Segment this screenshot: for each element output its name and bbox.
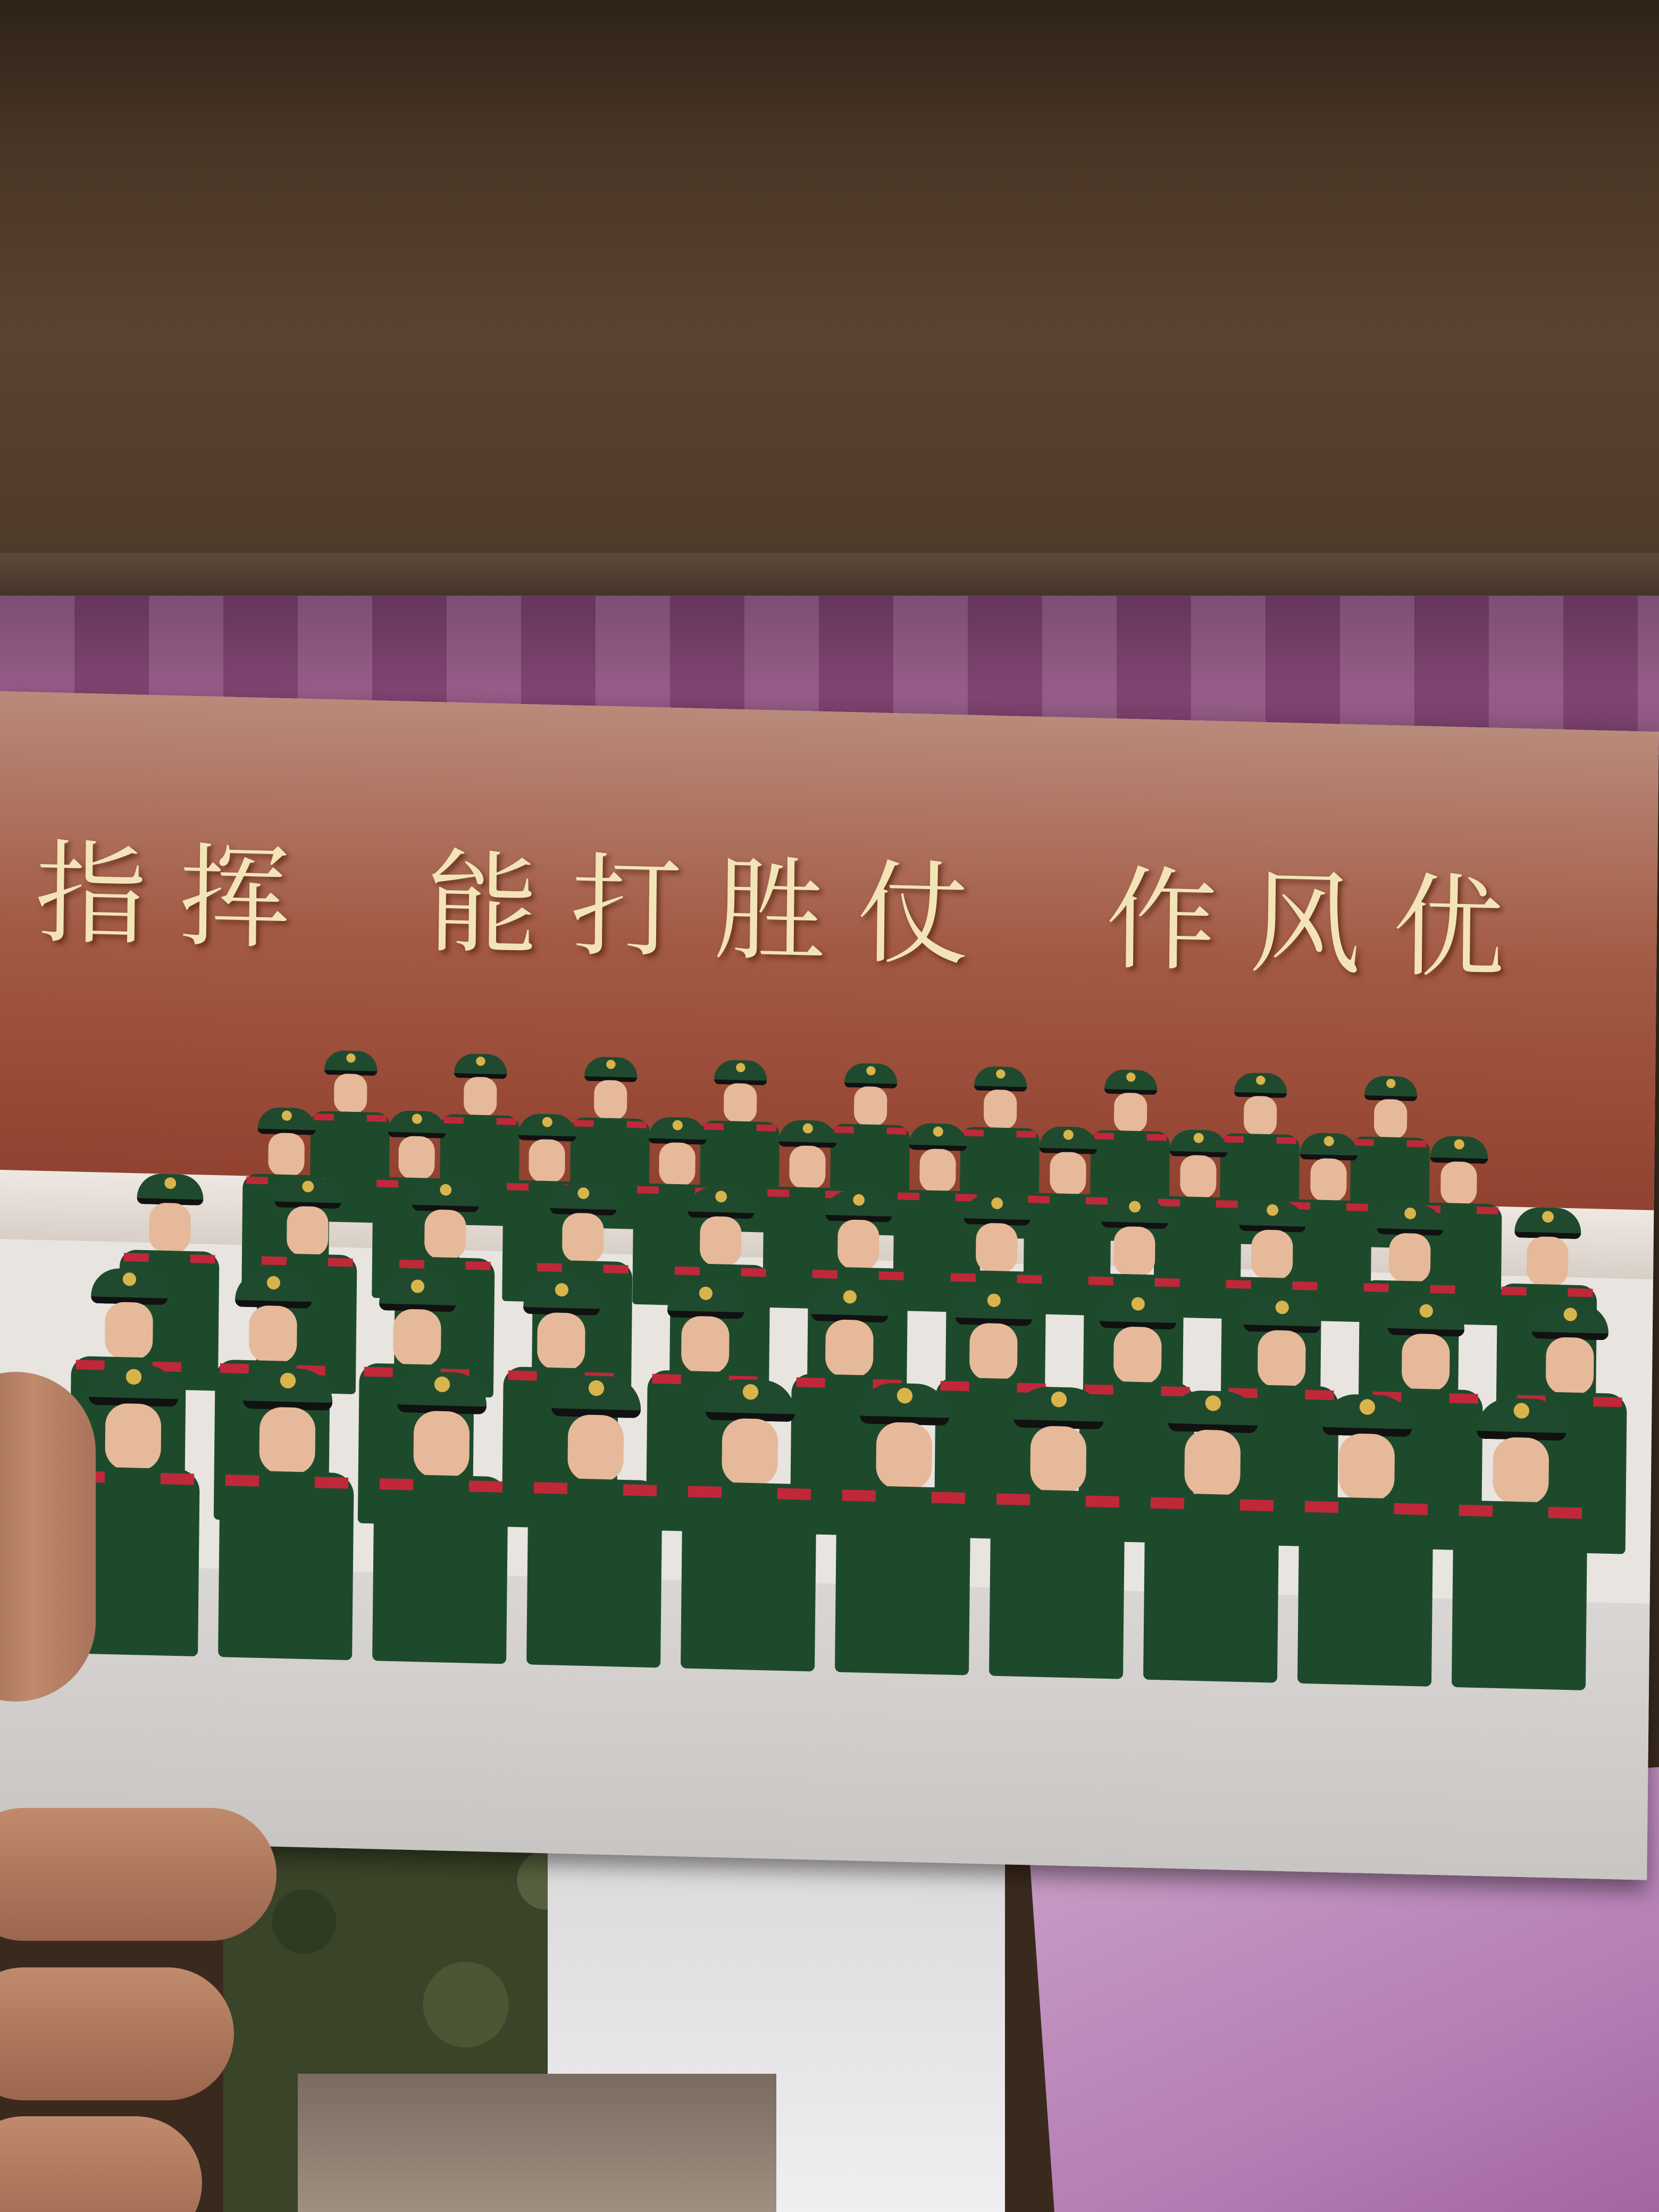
peaked-cap [714, 1060, 767, 1085]
soldier [983, 1385, 1132, 1679]
face [1310, 1158, 1347, 1202]
face [1373, 1099, 1407, 1139]
peaked-cap [518, 1113, 576, 1142]
face [1440, 1161, 1477, 1205]
hand-thumb [0, 1372, 96, 1702]
face [105, 1403, 161, 1471]
face [398, 1136, 435, 1180]
peaked-cap [258, 1107, 316, 1135]
soldier [213, 1367, 361, 1661]
face [105, 1302, 153, 1360]
peaked-cap [1100, 1293, 1177, 1330]
peaked-cap [1168, 1390, 1258, 1434]
peaked-cap [1377, 1203, 1443, 1236]
wooden-shelf [0, 0, 1659, 606]
peaked-cap [89, 1363, 179, 1407]
face [1113, 1326, 1162, 1385]
soldier [830, 1381, 978, 1675]
face [594, 1080, 627, 1120]
peaked-cap [388, 1110, 446, 1138]
peaked-cap [1531, 1303, 1608, 1340]
green-uniform [989, 1489, 1125, 1679]
peaked-cap [324, 1050, 378, 1076]
face [464, 1077, 497, 1117]
peaked-cap [1300, 1133, 1358, 1161]
peaked-cap [1104, 1069, 1158, 1095]
soldier-row [54, 1363, 1598, 1677]
face [1338, 1433, 1395, 1502]
face [700, 1216, 742, 1267]
slogan-word-1: 指挥 [34, 828, 323, 966]
green-uniform [1452, 1500, 1588, 1690]
peaked-cap [1322, 1394, 1412, 1437]
soldier [1446, 1397, 1594, 1691]
face [975, 1223, 1017, 1273]
peaked-cap [811, 1285, 889, 1322]
peaked-cap [275, 1177, 341, 1209]
peaked-cap [91, 1268, 168, 1305]
peaked-cap [379, 1275, 456, 1312]
face [969, 1323, 1018, 1381]
peaked-cap [956, 1289, 1033, 1326]
peaked-cap [413, 1180, 479, 1212]
peaked-cap [454, 1053, 507, 1079]
peaked-cap [1364, 1076, 1417, 1101]
green-uniform [1143, 1493, 1279, 1683]
face [1493, 1437, 1549, 1505]
peaked-cap [649, 1117, 707, 1145]
peaked-cap [243, 1367, 333, 1411]
face [1401, 1333, 1449, 1392]
face [722, 1418, 778, 1487]
green-uniform [218, 1470, 354, 1660]
face [1545, 1337, 1594, 1395]
face [825, 1319, 874, 1378]
face [919, 1149, 956, 1193]
green-uniform [681, 1481, 817, 1672]
peaked-cap [667, 1282, 744, 1319]
face [393, 1309, 441, 1367]
face [424, 1209, 466, 1260]
face [1184, 1429, 1241, 1498]
face [984, 1090, 1017, 1130]
small-photo-below [298, 2074, 776, 2212]
face [537, 1312, 585, 1371]
face [724, 1083, 757, 1124]
peaked-cap [550, 1183, 617, 1216]
soldier [521, 1374, 669, 1668]
peaked-cap [1514, 1207, 1581, 1239]
peaked-cap [779, 1120, 837, 1148]
peaked-cap [235, 1271, 312, 1309]
soldier [1292, 1393, 1440, 1687]
peaked-cap [909, 1123, 967, 1151]
peaked-cap [551, 1375, 641, 1418]
face [1180, 1155, 1217, 1199]
peaked-cap [1430, 1136, 1488, 1164]
peaked-cap [1477, 1397, 1566, 1441]
face [1251, 1229, 1293, 1280]
soldier [675, 1378, 824, 1672]
face [1257, 1330, 1305, 1388]
peaked-cap [1244, 1296, 1321, 1333]
peaked-cap [963, 1193, 1030, 1226]
peaked-cap [1101, 1197, 1168, 1229]
peaked-cap [584, 1057, 638, 1082]
face [1113, 1093, 1147, 1133]
green-uniform [526, 1478, 663, 1668]
peaked-cap [1234, 1073, 1287, 1098]
hand-finger [0, 2116, 202, 2212]
peaked-cap [706, 1379, 795, 1422]
face [334, 1074, 367, 1114]
face [287, 1206, 329, 1256]
face [1527, 1236, 1569, 1287]
peaked-cap [688, 1187, 755, 1219]
green-uniform [835, 1485, 971, 1675]
face [268, 1133, 305, 1177]
face [1244, 1096, 1277, 1136]
face [413, 1411, 470, 1479]
soldier-group [52, 1044, 1645, 1880]
green-uniform [1297, 1496, 1434, 1687]
peaked-cap [1014, 1386, 1104, 1430]
peaked-cap [844, 1063, 898, 1088]
peaked-cap [1169, 1129, 1227, 1158]
face [1389, 1233, 1431, 1283]
face [1050, 1152, 1086, 1196]
face [837, 1219, 879, 1270]
peaked-cap [826, 1190, 892, 1222]
peaked-cap [1040, 1126, 1097, 1154]
hand-finger [0, 1808, 276, 1941]
face [567, 1414, 624, 1483]
green-uniform [372, 1474, 508, 1664]
face [259, 1407, 315, 1476]
face [529, 1139, 565, 1183]
peaked-cap [137, 1173, 203, 1205]
slogan-word-3: 作风优 [1105, 854, 1537, 995]
peaked-cap [974, 1066, 1027, 1092]
hand-finger [0, 1967, 234, 2100]
soldier [1137, 1389, 1286, 1683]
face [876, 1422, 932, 1490]
face [789, 1145, 826, 1189]
slogan-word-2: 能打胜仗 [426, 837, 1002, 983]
face [1030, 1426, 1086, 1494]
soldier [367, 1370, 515, 1664]
face [681, 1316, 730, 1374]
peaked-cap [1239, 1200, 1305, 1233]
face [249, 1305, 297, 1364]
peaked-cap [523, 1278, 600, 1316]
printed-group-photo [0, 691, 1659, 1880]
peaked-cap [397, 1371, 487, 1414]
face [659, 1142, 696, 1186]
face [1113, 1226, 1155, 1277]
face [149, 1203, 191, 1253]
face [854, 1086, 887, 1127]
face [562, 1213, 604, 1263]
peaked-cap [860, 1382, 950, 1426]
peaked-cap [1387, 1300, 1464, 1337]
